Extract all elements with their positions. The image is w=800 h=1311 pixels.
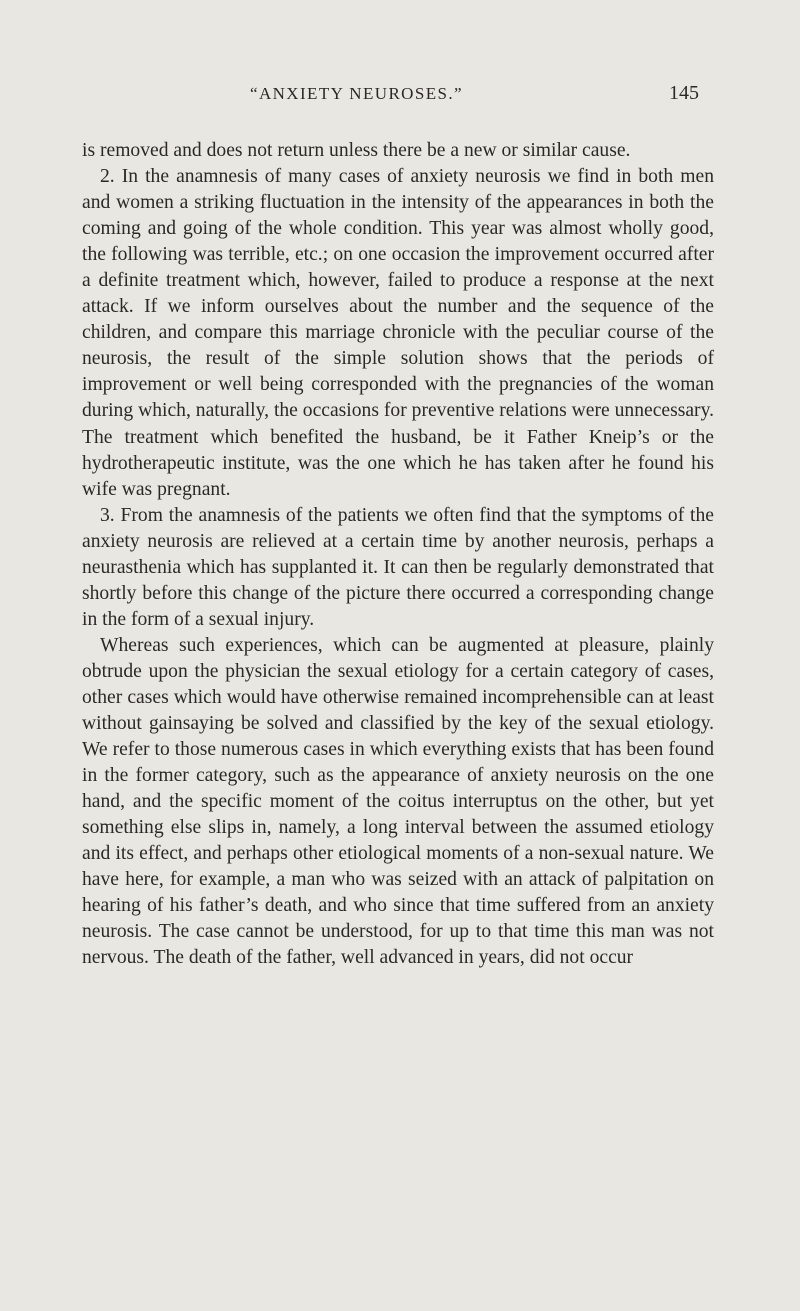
page-number: 145 (669, 82, 699, 104)
body-text (82, 138, 714, 972)
running-header (0, 84, 800, 114)
paragraph-point-3: 3. From the anamnesis of the patients we often find that the symptoms of the anxiety neurosis are relieved at a certain time by another neurosis, perhaps a neurasthenia which has supplanted it. It can then be regularly demonstrated that shortly before this change of the picture there occurred a corresponding change in the form of a sexual injury. (82, 504, 714, 630)
paragraph-whereas: Whereas such experiences, which can be augmented at pleasure, plainly obtrude upon the physician the sexual etiology for a certain category of cases, other cases which would have otherwise remained incomprehensible can at least without gainsaying be solved and classified by the key of the sexual etiology. We refer to those numerous cases in which everything exists that has been found in the former category, such as the appearance of anxiety neurosis on the one hand, and the specific moment of the coitus interruptus on the other, but yet something else slips in, namely, a long interval between the assumed etiology and its effect, and perhaps other etiological moments of a non-sexual nature. We have here, for example, a man who was seized with an attack of palpitation on hearing of his father’s death, and who since that time suffered from an anxiety neurosis. The case cannot be understood, for up to that time this man was not nervous. The death of the father, well advanced in years, did not occur (82, 634, 714, 969)
paragraph-point-2: 2. In the anamnesis of many cases of anxiety neurosis we find in both men and women a striking fluctuation in the intensity of the appearances in both the coming and going of the whole condition. This year was almost wholly good, the following was terrible, etc.; on one occasion the improvement occurred after a definite treatment which, however, failed to produce a response at the next attack. If we inform ourselves about the number and the sequence of the children, and compare this marriage chronicle with the peculiar course of the neurosis, the result of the simple solution shows that the periods of improvement or well being corresponded with the pregnancies of the woman during which, naturally, the occasions for preventive relations were unnecessary. The treatment which benefited the husband, be it Father Kneip’s or the hydrotherapeutic institute, was the one which he has taken after he found his wife was pregnant. (82, 166, 714, 500)
paragraph-continuation: is removed and does not return unless there be a new or similar cause. (82, 140, 631, 161)
running-title: “ANXIETY NEUROSES.” (250, 84, 463, 103)
